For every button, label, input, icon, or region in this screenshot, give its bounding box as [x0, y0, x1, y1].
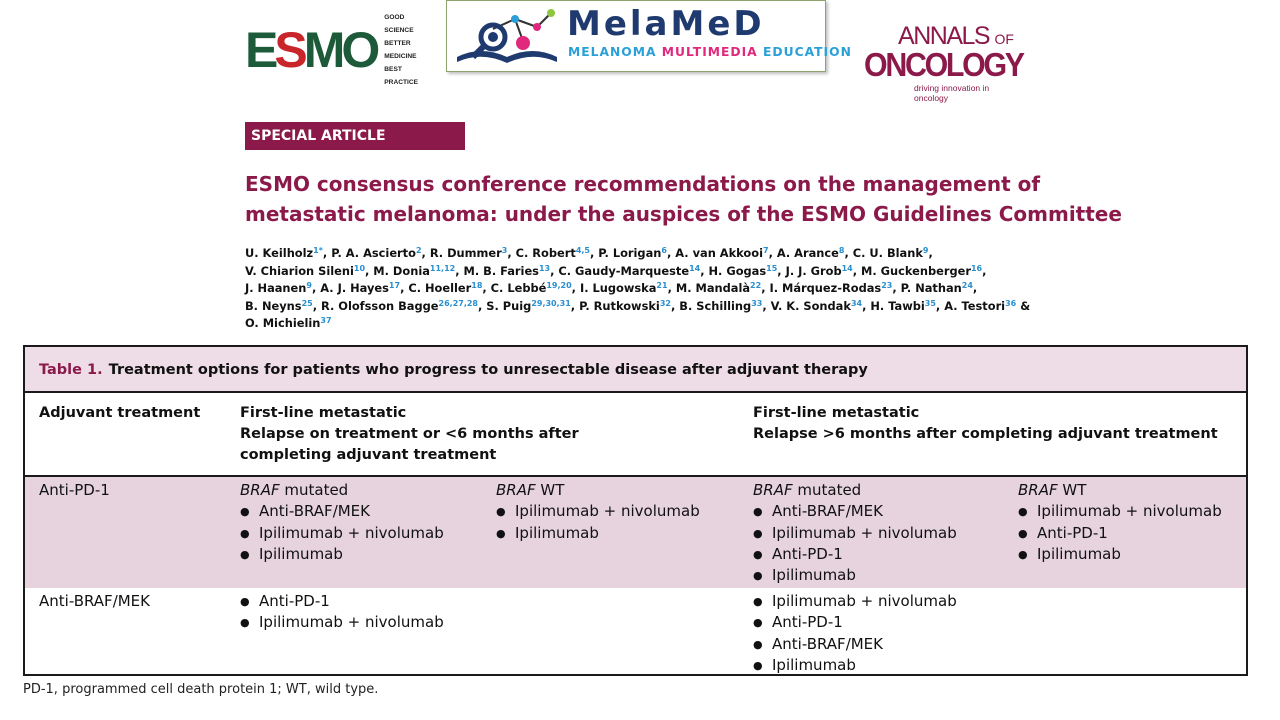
- author-name: U. Keilholz: [245, 246, 314, 260]
- option-list: [753, 591, 957, 676]
- esmo-tagline-line: GOOD SCIENCE: [384, 14, 414, 34]
- table-caption-label: Table 1.: [39, 362, 103, 378]
- author-name: , I. Lugowska: [571, 281, 657, 295]
- author-name: , A. van Akkooi: [666, 246, 763, 260]
- esmo-tagline-line: BEST PRACTICE: [384, 66, 418, 86]
- author-name: , M. Donia: [365, 263, 430, 278]
- article-title: [245, 169, 1122, 229]
- author-line: [245, 298, 1045, 316]
- author-affiliation: 21: [656, 281, 668, 290]
- late-braf-mutated-cell: [753, 480, 957, 586]
- author-line: [245, 245, 1045, 263]
- author-name: , R. Dummer: [421, 246, 502, 260]
- list-item: ● Anti-BRAF/MEK: [753, 501, 957, 522]
- author-name: , A. Arance: [768, 246, 839, 260]
- esmo-tagline: [384, 11, 425, 89]
- author-affiliation: 37: [320, 316, 332, 325]
- author-name: J. Haanen: [245, 281, 307, 295]
- option-list: [1018, 501, 1222, 565]
- annals-main: ONCOLOGY: [864, 46, 1023, 83]
- author-name: , C. Hoeller: [400, 281, 472, 295]
- option-list: [496, 501, 700, 544]
- author-name: , M. Mandalà: [667, 281, 751, 295]
- author-affiliation: 29,30,31: [531, 298, 571, 308]
- author-name: , V. K. Sondak: [762, 298, 851, 313]
- author-affiliation: 9: [922, 246, 929, 255]
- gene-name: BRAF: [1018, 481, 1058, 499]
- late-braf-wt-cell: [1018, 480, 1222, 565]
- author-name: , C. Gaudy-Marqueste: [550, 263, 690, 278]
- list-item: ● Ipilimumab + nivolumab: [496, 501, 700, 522]
- author-affiliation: 18: [471, 281, 483, 290]
- author-name: ,: [972, 281, 978, 295]
- esmo-logo: [245, 14, 425, 86]
- option-list: [240, 591, 444, 634]
- author-name: , H. Gogas: [700, 263, 767, 278]
- molecule-book-icon: [453, 7, 561, 65]
- author-affiliation: 16: [970, 263, 983, 273]
- author-affiliation: 19,20: [546, 281, 572, 290]
- table-caption: [25, 347, 1246, 393]
- author-name: V. Chiarion Sileni: [245, 263, 354, 278]
- gene-name: BRAF: [753, 481, 793, 499]
- annals-word: ANNALS: [898, 22, 990, 50]
- subgroup-label: [753, 480, 957, 501]
- author-list: [245, 245, 1045, 333]
- gene-status: mutated: [792, 481, 862, 499]
- article-title-line: ESMO consensus conference recommendations on the management of: [245, 172, 1041, 196]
- list-item: ● Anti-PD-1: [753, 544, 957, 565]
- author-name: , P. A. Ascierto: [322, 246, 416, 260]
- header-adjuvant: [39, 403, 200, 424]
- author-name: B. Neyns: [245, 298, 302, 313]
- adjuvant-cell: Anti-BRAF/MEK: [39, 592, 150, 610]
- author-name: ,: [928, 246, 933, 260]
- author-affiliation: 4,5: [575, 246, 590, 255]
- melamed-subtitle-a: MELANOMA: [568, 45, 662, 59]
- melamed-banner: [446, 0, 852, 72]
- author-affiliation: 25: [301, 298, 313, 308]
- author-name: , A. J. Hayes: [311, 281, 389, 295]
- option-list: [753, 501, 957, 586]
- author-name: , M. Guckenberger: [852, 263, 971, 278]
- melamed-title: MelaMeD: [567, 4, 765, 44]
- subgroup-label: [240, 480, 444, 501]
- table-row: [25, 477, 1246, 588]
- author-name: , B. Schilling: [670, 298, 752, 313]
- list-item: ● Anti-PD-1: [1018, 523, 1222, 544]
- author-name: , R. Olofsson Bagge: [312, 298, 439, 313]
- author-affiliation: 14: [841, 263, 853, 273]
- author-affiliation: 15: [766, 263, 778, 273]
- author-name: , A. Testori: [935, 298, 1006, 313]
- author-name: ,: [982, 263, 987, 278]
- author-line: [245, 280, 1045, 298]
- header-line: First-line metastatic: [753, 405, 920, 421]
- list-item: ● Ipilimumab + nivolumab: [753, 591, 957, 612]
- author-line: [245, 263, 1045, 281]
- author-affiliation: 14: [689, 263, 701, 273]
- melamed-subtitle: [568, 45, 852, 59]
- list-item: ● Ipilimumab: [1018, 544, 1222, 565]
- esmo-wordmark: ESMO: [245, 22, 377, 78]
- author-affiliation: 6: [661, 246, 667, 255]
- author-affiliation: 24: [961, 281, 973, 290]
- list-item: ● Ipilimumab: [753, 565, 957, 586]
- author-name: O. Michielin: [245, 316, 321, 330]
- author-name: , C. Robert: [507, 246, 576, 260]
- author-name: , H. Tawbi: [862, 298, 925, 313]
- author-name: , C. U. Blank: [844, 246, 923, 260]
- table-caption-text: Treatment options for patients who progress to unresectable disease after adjuvant therapy: [108, 362, 868, 378]
- early-braf-mutated-cell: [240, 480, 444, 565]
- author-affiliation: 7: [762, 246, 769, 255]
- gene-status: WT: [1057, 481, 1087, 499]
- author-affiliation: 22: [750, 281, 762, 290]
- option-list: [240, 501, 444, 565]
- author-affiliation: 2: [415, 246, 422, 255]
- list-item: ● Ipilimumab: [753, 655, 957, 676]
- list-item: ● Anti-PD-1: [240, 591, 444, 612]
- header-line: Relapse on treatment or <6 months after: [240, 426, 579, 442]
- author-name: , P. Nathan: [892, 281, 962, 295]
- author-affiliation: 26,27,28: [438, 298, 478, 308]
- list-item: ● Ipilimumab + nivolumab: [240, 523, 444, 544]
- list-item: ● Anti-BRAF/MEK: [240, 501, 444, 522]
- early-options-cell: [240, 591, 444, 634]
- gene-status: WT: [535, 481, 565, 499]
- author-name: , I. Márquez-Rodas: [761, 281, 882, 295]
- table-footnote: PD-1, programmed cell death protein 1; WT, wild type.: [23, 682, 379, 697]
- header-line: Adjuvant treatment: [39, 405, 201, 421]
- header-early-relapse: [240, 403, 579, 466]
- author-affiliation: 9: [306, 281, 312, 290]
- header-line: Relapse >6 months after completing adjuvant treatment: [753, 426, 1218, 442]
- header-late-relapse: [753, 403, 1218, 445]
- author-affiliation: 13: [538, 263, 551, 273]
- subgroup-label: [496, 480, 700, 501]
- author-affiliation: 32: [659, 298, 671, 308]
- author-affiliation: 17: [388, 281, 401, 290]
- late-options-cell: [753, 591, 957, 676]
- melamed-subtitle-b: MULTIMEDIA: [661, 45, 758, 59]
- author-affiliation: 11,12: [429, 263, 456, 273]
- table-row: [25, 588, 1246, 674]
- author-name: , C. Lebbé: [482, 281, 547, 295]
- list-item: ● Ipilimumab: [240, 544, 444, 565]
- author-affiliation: 3: [501, 246, 508, 255]
- header-line: completing adjuvant treatment: [240, 447, 497, 463]
- gene-name: BRAF: [240, 481, 280, 499]
- special-article-badge: SPECIAL ARTICLE: [245, 122, 465, 150]
- list-item: ● Anti-PD-1: [753, 612, 957, 633]
- early-braf-wt-cell: [496, 480, 700, 544]
- author-affiliation: 33: [751, 298, 763, 308]
- author-name: &: [1016, 298, 1031, 313]
- author-affiliation: 35: [924, 298, 936, 308]
- author-name: , S. Puig: [478, 298, 532, 313]
- gene-name: BRAF: [496, 481, 536, 499]
- author-affiliation: 8: [838, 246, 845, 255]
- annals-of: OF: [994, 31, 1014, 47]
- author-affiliation: 23: [881, 281, 893, 290]
- annals-oncology-logo: [862, 22, 1023, 103]
- author-line: [245, 315, 1045, 333]
- treatment-table: [23, 345, 1248, 676]
- subgroup-label: [1018, 480, 1222, 501]
- header-line: First-line metastatic: [240, 405, 407, 421]
- list-item: ● Ipilimumab + nivolumab: [753, 523, 957, 544]
- author-name: , P. Lorigan: [589, 246, 662, 260]
- annals-tagline: driving innovation in oncology: [914, 83, 990, 103]
- list-item: ● Ipilimumab + nivolumab: [1018, 501, 1222, 522]
- gene-status: mutated: [279, 481, 349, 499]
- author-affiliation: 36: [1005, 298, 1017, 308]
- adjuvant-cell: Anti-PD-1: [39, 481, 110, 499]
- list-item: ● Ipilimumab: [496, 523, 700, 544]
- author-affiliation: 34: [850, 298, 863, 308]
- list-item: ● Anti-BRAF/MEK: [753, 634, 957, 655]
- melamed-subtitle-c: EDUCATION: [757, 45, 852, 59]
- author-affiliation: 1*: [313, 246, 323, 255]
- list-item: ● Ipilimumab + nivolumab: [240, 612, 444, 633]
- author-name: , P. Rutkowski: [570, 298, 660, 313]
- author-name: , M. B. Faries: [455, 263, 539, 278]
- author-affiliation: 10: [353, 263, 366, 273]
- table-header: [25, 393, 1246, 477]
- author-name: , J. J. Grob: [777, 263, 842, 278]
- esmo-tagline-line: BETTER MEDICINE: [384, 40, 417, 60]
- article-title-line: metastatic melanoma: under the auspices of the ESMO Guidelines Committee: [245, 202, 1122, 226]
